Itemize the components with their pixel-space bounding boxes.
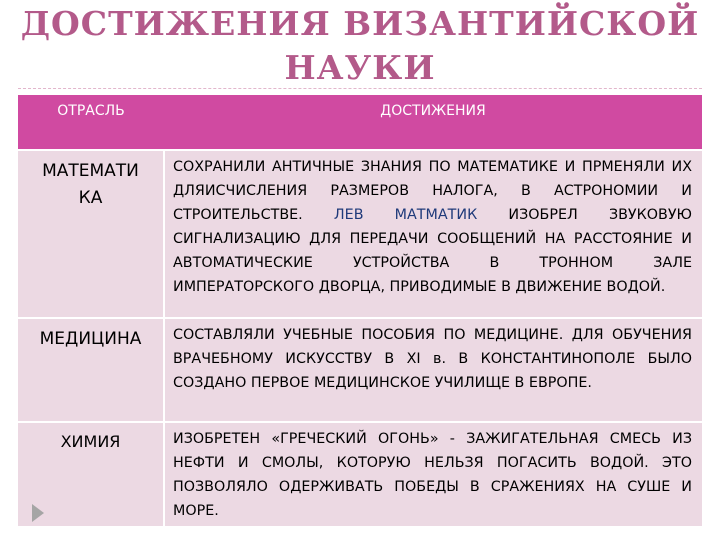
achievement-text: СОХРАНИЛИ АНТИЧНЫЕ ЗНАНИЯ ПО МАТЕМАТИКЕ И ПРМЕНЯЛИ ИХ ДЛЯИСЧИСЛЕНИЯ РАЗМЕРОВ НАЛОГА, В АСТРОНОМИИ И СТРОИТЕЛЬСТВЕ. (173, 159, 692, 223)
branch-cell: МАТЕМАТИ КА (18, 150, 164, 318)
table-header-row (18, 95, 702, 150)
highlighted-name: ЛЕВ МАТМАТИК (333, 207, 478, 223)
table-row (18, 318, 702, 422)
page-title (0, 2, 720, 90)
achievement-cell: СОСТАВЛЯЛИ УЧЕБНЫЕ ПОСОБИЯ ПО МЕДИЦИНЕ. ДЛЯ ОБУЧЕНИЯ ВРАЧЕБНОМУ ИСКУССТВУ В XI в. В КОНСТАНТИНОПОЛЕ БЫЛО СОЗДАНО ПЕРВОЕ МЕДИЦИНСКОЕ УЧИЛИЩЕ В ЕВРОПЕ. (164, 318, 702, 422)
table-row (18, 422, 702, 526)
achievement-cell (164, 150, 702, 318)
branch-cell: МЕДИЦИНА (18, 318, 164, 422)
triangle-right-icon[interactable] (32, 504, 44, 522)
header-branch: ОТРАСЛЬ (18, 95, 164, 150)
title-line-2: НАУКИ (284, 48, 436, 87)
achievement-cell: ИЗОБРЕТЕН «ГРЕЧЕСКИЙ ОГОНЬ» - ЗАЖИГАТЕЛЬНАЯ СМЕСЬ ИЗ НЕФТИ И СМОЛЫ, КОТОРУЮ НЕЛЬЗЯ ПОГАСИТЬ ВОДОЙ. ЭТО ПОЗВОЛЯЛО ОДЕРЖИВАТЬ ПОБЕДЫ В СРАЖЕНИЯХ НА СУШЕ И МОРЕ. (164, 422, 702, 526)
header-achievements: ДОСТИЖЕНИЯ (164, 95, 702, 150)
achievements-table (18, 95, 702, 526)
branch-cell: ХИМИЯ (18, 422, 164, 526)
achievement-text: ИЗОБРЕЛ ЗВУКОВУЮ СИГНАЛИЗАЦИЮ ДЛЯ ПЕРЕДАЧИ СООБЩЕНИЙ НА РАССТОЯНИЕ И АВТОМАТИЧЕСКИЕ УСТРОЙСТВА В ТРОННОМ ЗАЛЕ ИМПЕРАТОРСКОГО ДВОРЦА, ПРИВОДИМЫЕ В ДВИЖЕНИЕ ВОДОЙ. (173, 207, 692, 295)
title-divider (18, 88, 702, 89)
table-row (18, 150, 702, 318)
title-line-1: ДОСТИЖЕНИЯ ВИЗАНТИЙСКОЙ (20, 4, 700, 43)
